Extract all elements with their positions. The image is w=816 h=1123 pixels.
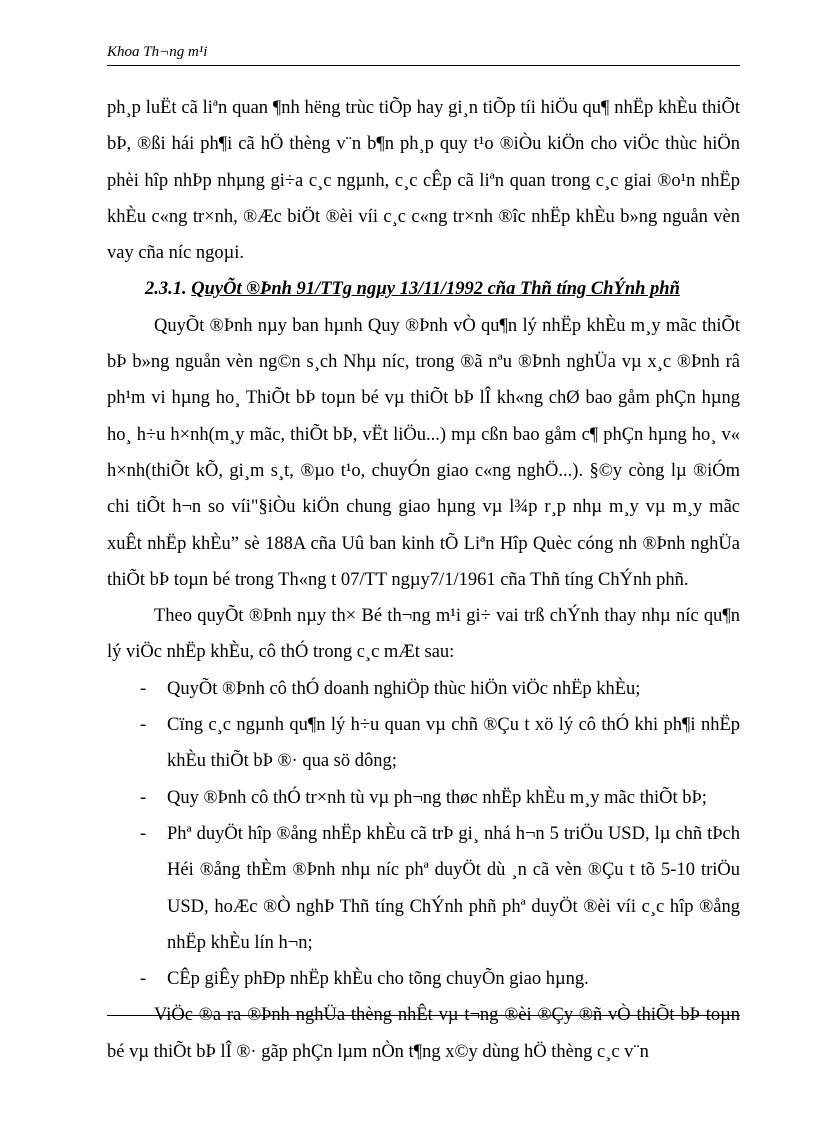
list-item bbox=[107, 707, 740, 780]
list-item-text: CÊp giÊy phÐp nhËp khÈu cho tõng chuyÕn giao hµng. bbox=[167, 969, 589, 990]
dash-marker: - bbox=[140, 823, 147, 844]
list-item bbox=[107, 671, 740, 707]
footer-rule bbox=[107, 1015, 740, 1016]
paragraph-4: ViÖc ®a ra ®Þnh nghÜa thèng nhÊt vµ t¬ng ®èi ®Çy ®ñ vÒ thiÕt bÞ toµn bé vµ thiÕt bÞ lÎ ®· gãp phÇn lµm nÒn t¶ng x©y dùng hÖ thèng c¸c v¨n bbox=[107, 1005, 740, 1062]
section-title: QuyÕt ®Þnh 91/TTg ngµy 13/11/1992 cña Thñ tíng ChÝnh phñ bbox=[191, 279, 680, 300]
list-item-text: Quy ®Þnh cô thÓ tr×nh tù vµ ph¬ng thøc nhËp khÈu m¸y mãc thiÕt bÞ; bbox=[167, 787, 707, 808]
paragraph-1: ph¸p luËt cã liªn quan ¶nh hëng trùc tiÕp hay gi¸n tiÕp tíi hiÖu qu¶ nhËp khÈu thiÕt bÞ, ®ßi hái ph¶i cã hÖ thèng v¨n b¶n ph¸p quy t¹o ®iÒu kiÖn cho viÖc thùc hiÖn phèi hîp nhÞp nhµng gi÷a c¸c ngµnh, c¸c cÊp cã liªn quan trong c¸c giai ®o¹n nhËp khÈu c«ng tr×nh, ®Æc biÖt ®èi víi c¸c c«ng tr×nh ®îc nhËp khÈu b»ng nguån vèn vay cña níc ngoµi. bbox=[107, 98, 740, 264]
dash-marker: - bbox=[140, 678, 147, 699]
section-number: 2.3.1. bbox=[145, 279, 187, 300]
document-body bbox=[107, 90, 740, 1070]
paragraph-2: QuyÕt ®Þnh nµy ban hµnh Quy ®Þnh vÒ qu¶n lý nhËp khÈu m¸y mãc thiÕt bÞ b»ng nguån vèn ng©n s¸ch Nhµ níc, trong ®ã nªu ®Þnh nghÜa vµ x¸c ®Þnh râ ph¹m vi hµng ho¸ ThiÕt bÞ toµn bé vµ thiÕt bÞ lÎ kh«ng chØ bao gåm phÇn hµng ho¸ h÷u h×nh(m¸y mãc, thiÕt bÞ, vËt liÖu...) mµ cßn bao gåm c¶ phÇn hµng ho¸ v« h×nh(thiÕt kÕ, gi¸m s¸t, ®µo t¹o, chuyÓn giao c«ng nghÖ...). §©y còng lµ ®iÓm chi tiÕt h¬n so víi"§iÒu kiÖn chung giao hµng vµ l¾p r¸p nhµ m¸y vµ m¸y mãc xuÊt nhËp khÈu” sè 188A cña Uû ban kinh tÕ Liªn Hîp Quèc cóng nh ®Þnh nghÜa thiÕt bÞ toµn bé trong Th«ng t 07/TT ngµy7/1/1961 cña Thñ tíng ChÝnh phñ. bbox=[107, 315, 740, 590]
bullet-list bbox=[107, 671, 740, 998]
dash-marker: - bbox=[140, 787, 147, 808]
page-header: Khoa Th¬ng m¹i bbox=[107, 44, 208, 60]
dash-marker: - bbox=[140, 715, 147, 736]
dash-marker: - bbox=[140, 969, 147, 990]
list-item bbox=[107, 780, 740, 816]
header-rule bbox=[107, 65, 740, 66]
section-heading bbox=[107, 271, 740, 307]
list-item-text: QuyÕt ®Þnh cô thÓ doanh nghiÖp thùc hiÖn viÖc nhËp khÈu; bbox=[167, 678, 641, 699]
list-item bbox=[107, 816, 740, 961]
list-item bbox=[107, 961, 740, 997]
list-item-text: Cïng c¸c ngµnh qu¶n lý h÷u quan vµ chñ ®Çu t xö lý cô thÓ khi ph¶i nhËp khÈu thiÕt bÞ ®· qua sö dông; bbox=[167, 715, 740, 772]
paragraph-3: Theo quyÕt ®Þnh nµy th× Bé th¬ng m¹i gi÷ vai trß chÝnh thay nhµ níc qu¶n lý viÖc nhËp khÈu, cô thÓ trong c¸c mÆt sau: bbox=[107, 606, 740, 663]
list-item-text: Phª duyÖt hîp ®ång nhËp khÈu cã trÞ gi¸ nhá h¬n 5 triÖu USD, lµ chñ tÞch Héi ®ång thÈm ®Þnh nhµ níc phª duyÖt dù ¸n cã vèn ®Çu t tõ 5-10 triÖu USD, hoÆc ®Ò nghÞ Thñ tíng ChÝnh phñ phª duyÖt ®èi víi c¸c hîp ®ång nhËp khÈu lín h¬n; bbox=[167, 823, 740, 953]
